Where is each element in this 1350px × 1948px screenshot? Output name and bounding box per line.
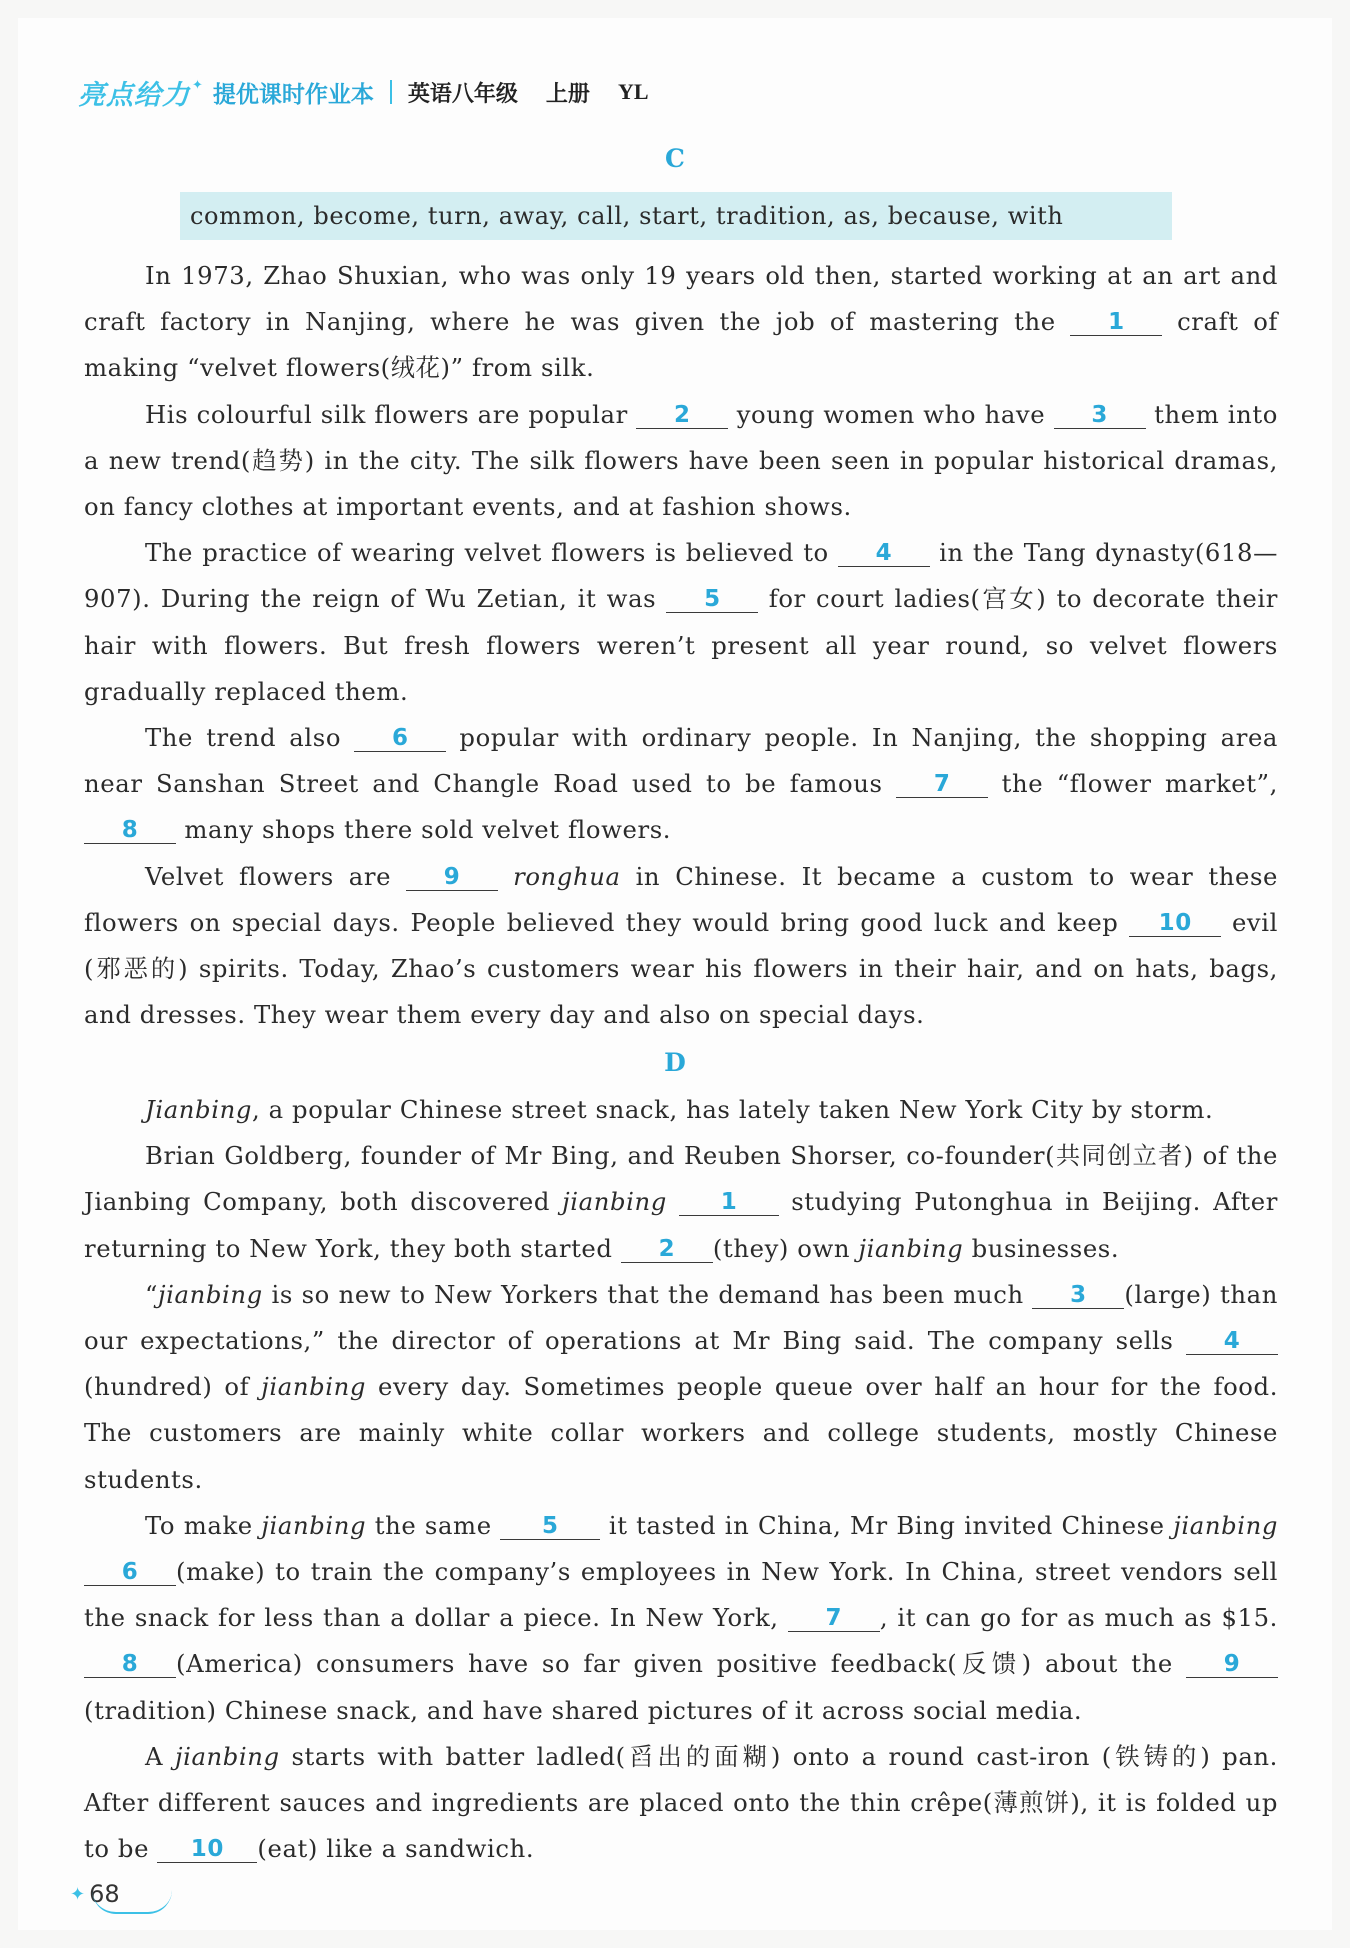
text: them into a new trend(趋势) in the city. The silk flowers have been seen in popular historical dramas, on fancy clothes at important events, and at fashion shows. (84, 399, 1278, 522)
text: Velvet flowers are (145, 861, 392, 891)
text: evil (邪恶的) spirits. Today, Zhao’s customers wear his flowers in their hair, and on hats, bags, and dresses. They wear them every day and also on special days. (84, 907, 1278, 1030)
paragraph (84, 1272, 1278, 1503)
italic-term: jianbing (858, 1233, 964, 1263)
answer-blank[interactable]: 10 (157, 1836, 257, 1863)
answer-blank[interactable]: 6 (354, 725, 446, 752)
text: businesses. (971, 1233, 1120, 1263)
text: the same (374, 1510, 492, 1540)
section-c-passage (84, 253, 1278, 1038)
answer-blank[interactable]: 1 (679, 1189, 779, 1216)
text: many shops there sold velvet flowers. (184, 815, 672, 845)
text: In 1973, Zhao Shuxian, who was only 19 years old then, started working at an art and craft factory in Nanjing, where he was given the job of mastering the (84, 261, 1278, 337)
text: in the Tang dynasty(618—907). During the reign of Wu Zetian, it was (84, 538, 1278, 614)
swoosh-decoration (92, 1890, 172, 1914)
text: for court ladies(宫女) to decorate their hair with flowers. But fresh flowers weren’t present all year round, so velvet flowers gradually replaced them. (84, 584, 1278, 706)
italic-term: jianbing (261, 1372, 367, 1402)
volume-label: 上册 (545, 81, 590, 107)
text: (hundred) of (84, 1372, 250, 1402)
text: it tasted in China, Mr Bing invited Chinese (608, 1510, 1165, 1540)
text: , it can go for as much as $15. (879, 1603, 1278, 1633)
text: (make) to train the company’s employees in New York. In China, street vendors sell the snack for less than a dollar a piece. In New York, (84, 1557, 1278, 1633)
text: The trend also (145, 723, 342, 753)
italic-term: Jianbing (145, 1095, 252, 1124)
edition-label: YL (617, 79, 649, 104)
text: every day. Sometimes people queue over half an hour for the food. The customers are mainly white collar workers and college students, mostly Chinese students. (84, 1372, 1279, 1494)
text: Brian Goldberg, founder of Mr Bing, and Reuben Shorser, co-founder(共同创立者) of the Jianbing Company, both discovered (84, 1141, 1278, 1217)
answer-blank[interactable]: 5 (500, 1513, 600, 1540)
text: is so new to New Yorkers that the demand has been much (271, 1279, 1024, 1309)
answer-blank[interactable]: 5 (666, 586, 758, 613)
answer-blank[interactable]: 6 (84, 1559, 176, 1586)
italic-term: jianbing (562, 1187, 667, 1217)
paragraph (84, 392, 1278, 531)
italic-term: jianbing (1173, 1510, 1278, 1540)
answer-blank[interactable]: 10 (1129, 910, 1221, 937)
page-footer (70, 1880, 120, 1908)
text: young women who have (736, 399, 1046, 429)
paragraph (84, 715, 1278, 854)
page-number: 68 (89, 1880, 120, 1908)
header-divider (390, 80, 392, 104)
text: craft of making “velvet flowers(绒花)” from silk. (84, 307, 1279, 383)
text: (America) consumers have so far given positive feedback(反馈) about the (176, 1649, 1173, 1679)
page-header (78, 72, 649, 112)
italic-term: jianbing (158, 1279, 263, 1309)
text: , a popular Chinese street snack, has lately taken New York City by storm. (251, 1095, 1214, 1124)
answer-blank[interactable]: 1 (1070, 309, 1162, 336)
answer-blank[interactable]: 2 (621, 1236, 713, 1263)
star-icon: ✦ (70, 1883, 86, 1905)
italic-term: jianbing (174, 1741, 280, 1771)
text: To make (145, 1510, 253, 1540)
italic-term: ronghua (513, 861, 621, 891)
paragraph (84, 1734, 1278, 1873)
answer-blank[interactable]: 9 (406, 864, 498, 891)
answer-blank[interactable]: 7 (896, 771, 988, 798)
answer-blank[interactable]: 4 (838, 540, 930, 567)
word-bank-text: common, become, turn, away, call, start, tradition, as, because, with (190, 202, 1064, 230)
answer-blank[interactable]: 2 (636, 402, 728, 429)
text: (tradition) Chinese snack, and have shared pictures of it across social media. (84, 1695, 1083, 1725)
paragraph (84, 1087, 1278, 1133)
subject-label: 英语八年级 (407, 81, 518, 107)
series-title: 提优课时作业本 (212, 81, 374, 108)
section-d-passage (84, 1087, 1278, 1872)
text: (they) own (712, 1233, 851, 1263)
text: “ (145, 1279, 159, 1309)
paragraph (84, 253, 1278, 392)
answer-blank[interactable]: 3 (1054, 402, 1146, 429)
italic-term: jianbing (261, 1510, 367, 1540)
text: A (145, 1741, 164, 1771)
text: starts with batter ladled(舀出的面糊) onto a round cast-iron (铁铸的) pan. After different sauces and ingredients are placed onto the thin crêpe(薄煎饼), it is folded up to be (84, 1741, 1278, 1864)
paragraph (84, 1503, 1278, 1734)
answer-blank[interactable]: 7 (788, 1605, 880, 1632)
answer-blank[interactable]: 9 (1186, 1651, 1278, 1678)
answer-blank[interactable]: 8 (84, 817, 176, 844)
brand-logo: 亮点给力 (78, 79, 190, 111)
text: studying Putonghua in Beijing. After returning to New York, they both started (84, 1187, 1278, 1263)
paragraph (84, 530, 1278, 715)
text: (eat) like a sandwich. (257, 1834, 535, 1864)
star-icon: ✦ (192, 77, 203, 93)
text: The practice of wearing velvet flowers is believed to (145, 538, 829, 568)
paragraph (84, 854, 1278, 1039)
text: the “flower market”, (1001, 769, 1278, 799)
text: popular with ordinary people. In Nanjing, the shopping area near Sanshan Street and Changle Road used to be famous (84, 723, 1279, 799)
paragraph (84, 1133, 1278, 1272)
text: in Chinese. It became a custom to wear these flowers on special days. People believed they would bring good luck and keep (84, 861, 1278, 937)
answer-blank[interactable]: 3 (1032, 1282, 1124, 1309)
word-bank (180, 192, 1172, 240)
section-d-heading: D (664, 1048, 686, 1077)
section-c-heading: C (665, 144, 685, 173)
text: His colourful silk flowers are popular (145, 399, 628, 429)
answer-blank[interactable]: 4 (1186, 1328, 1278, 1355)
answer-blank[interactable]: 8 (84, 1651, 176, 1678)
text: (large) than our expectations,” the director of operations at Mr Bing said. The company sells (84, 1279, 1278, 1356)
